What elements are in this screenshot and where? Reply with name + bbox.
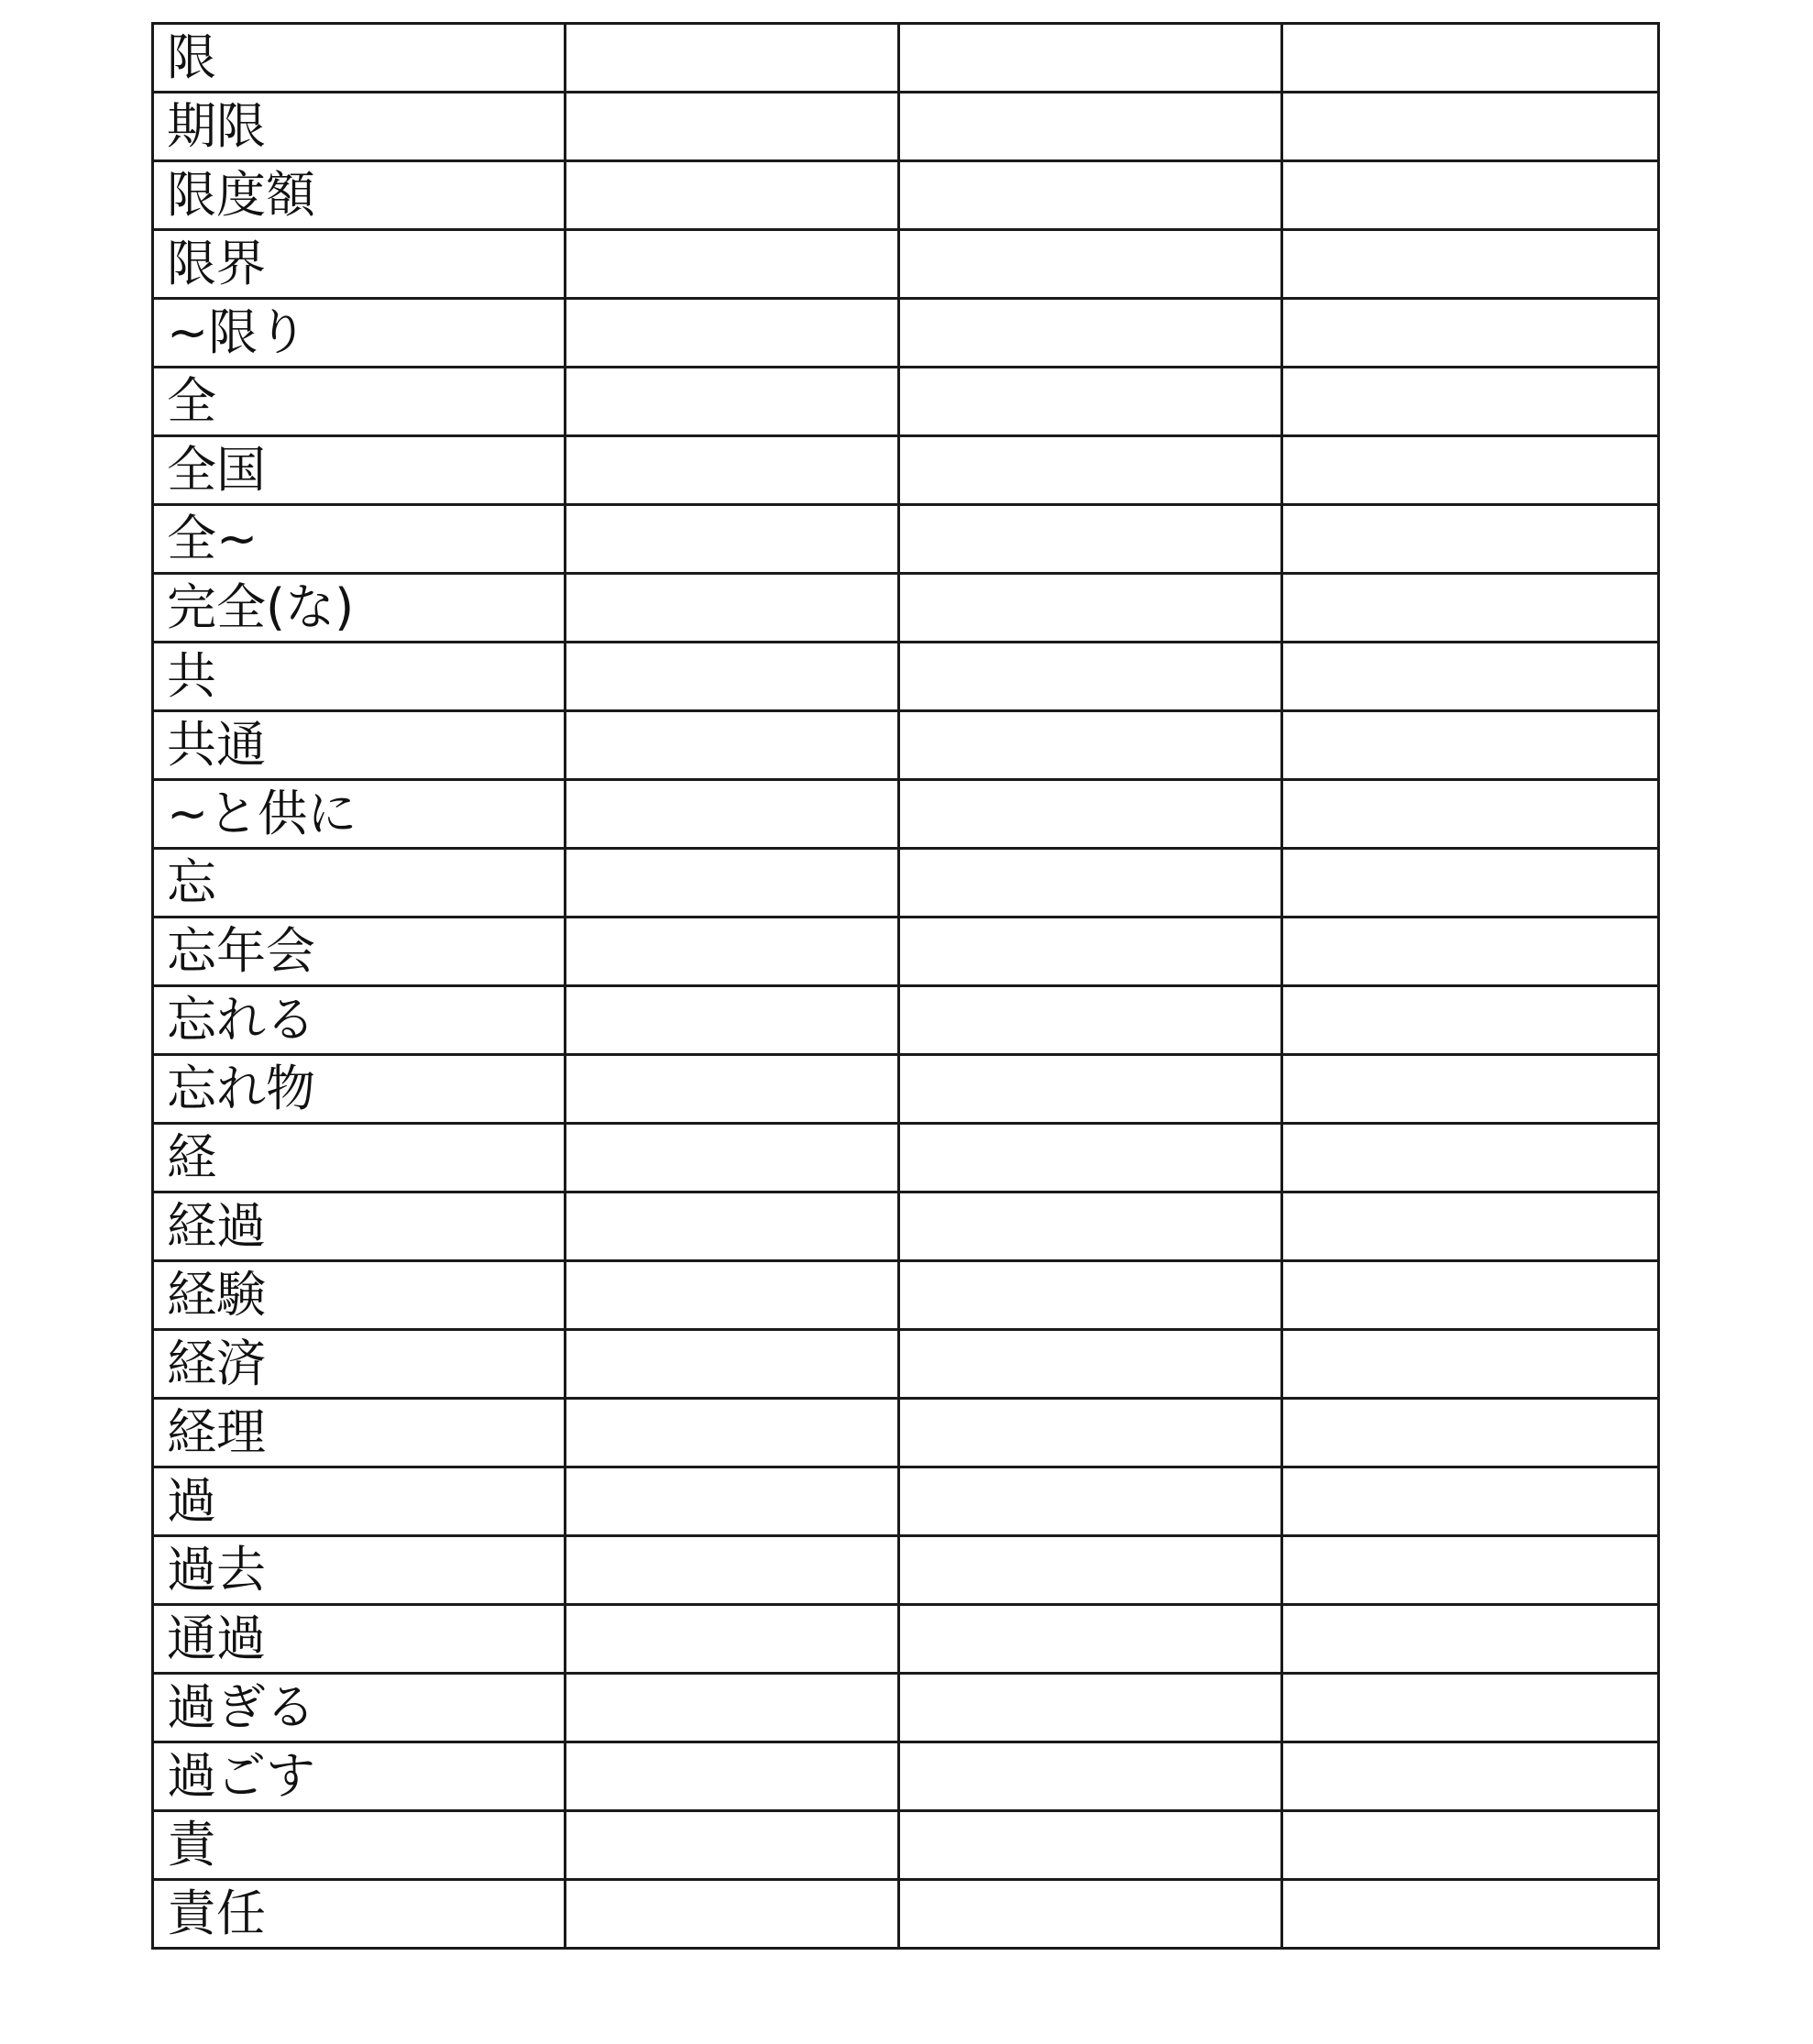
blank-answer-cell[interactable] (899, 1742, 1282, 1811)
blank-answer-cell[interactable] (1282, 1605, 1659, 1674)
table-row (153, 986, 1659, 1055)
table-row (153, 299, 1659, 368)
blank-answer-cell[interactable] (1282, 299, 1659, 368)
blank-answer-cell[interactable] (899, 1674, 1282, 1742)
blank-answer-cell[interactable] (899, 1330, 1282, 1399)
blank-answer-cell[interactable] (566, 1605, 899, 1674)
blank-answer-cell[interactable] (1282, 1055, 1659, 1124)
blank-answer-cell[interactable] (1282, 1261, 1659, 1330)
vocab-word-cell: 全 (153, 368, 566, 436)
blank-answer-cell[interactable] (566, 1330, 899, 1399)
blank-answer-cell[interactable] (899, 780, 1282, 849)
blank-answer-cell[interactable] (1282, 230, 1659, 299)
blank-answer-cell[interactable] (566, 1192, 899, 1261)
blank-answer-cell[interactable] (566, 780, 899, 849)
blank-answer-cell[interactable] (899, 918, 1282, 986)
table-row (153, 643, 1659, 711)
blank-answer-cell[interactable] (899, 986, 1282, 1055)
blank-answer-cell[interactable] (1282, 1742, 1659, 1811)
blank-answer-cell[interactable] (1282, 574, 1659, 643)
blank-answer-cell[interactable] (1282, 1330, 1659, 1399)
blank-answer-cell[interactable] (566, 1742, 899, 1811)
blank-answer-cell[interactable] (1282, 505, 1659, 574)
blank-answer-cell[interactable] (566, 24, 899, 93)
blank-answer-cell[interactable] (1282, 368, 1659, 436)
vocab-word-cell: 経過 (153, 1192, 566, 1261)
blank-answer-cell[interactable] (566, 1880, 899, 1949)
vocab-word-cell: 共 (153, 643, 566, 711)
vocab-word-cell: 責 (153, 1811, 566, 1880)
table-row (153, 24, 1659, 93)
blank-answer-cell[interactable] (899, 299, 1282, 368)
vocab-word-cell: 経済 (153, 1330, 566, 1399)
blank-answer-cell[interactable] (1282, 1811, 1659, 1880)
blank-answer-cell[interactable] (566, 1811, 899, 1880)
blank-answer-cell[interactable] (899, 161, 1282, 230)
table-row (153, 849, 1659, 918)
blank-answer-cell[interactable] (1282, 1536, 1659, 1605)
blank-answer-cell[interactable] (566, 161, 899, 230)
blank-answer-cell[interactable] (566, 436, 899, 505)
vocab-word-cell: 忘れる (153, 986, 566, 1055)
blank-answer-cell[interactable] (899, 1124, 1282, 1192)
blank-answer-cell[interactable] (1282, 711, 1659, 780)
table-row (153, 1124, 1659, 1192)
blank-answer-cell[interactable] (1282, 643, 1659, 711)
vocab-word-cell: 全~ (153, 505, 566, 574)
table-row (153, 574, 1659, 643)
blank-answer-cell[interactable] (1282, 780, 1659, 849)
blank-answer-cell[interactable] (1282, 24, 1659, 93)
vocab-word-cell: 通過 (153, 1605, 566, 1674)
table-row (153, 1536, 1659, 1605)
blank-answer-cell[interactable] (899, 1055, 1282, 1124)
vocab-word-cell: 経 (153, 1124, 566, 1192)
vocab-word-cell: 完全(な) (153, 574, 566, 643)
blank-answer-cell[interactable] (1282, 436, 1659, 505)
blank-answer-cell[interactable] (899, 1811, 1282, 1880)
vocab-word-cell: 限度額 (153, 161, 566, 230)
table-body (153, 24, 1659, 1949)
table-row (153, 368, 1659, 436)
table-row (153, 436, 1659, 505)
vocab-word-cell: 過去 (153, 1536, 566, 1605)
vocab-word-cell: 共通 (153, 711, 566, 780)
blank-answer-cell[interactable] (899, 93, 1282, 161)
vocab-word-cell: 過ぎる (153, 1674, 566, 1742)
blank-answer-cell[interactable] (1282, 986, 1659, 1055)
blank-answer-cell[interactable] (1282, 849, 1659, 918)
blank-answer-cell[interactable] (566, 1261, 899, 1330)
blank-answer-cell[interactable] (1282, 1399, 1659, 1467)
vocab-word-cell: 忘れ物 (153, 1055, 566, 1124)
blank-answer-cell[interactable] (566, 1055, 899, 1124)
blank-answer-cell[interactable] (899, 1536, 1282, 1605)
blank-answer-cell[interactable] (1282, 1467, 1659, 1536)
blank-answer-cell[interactable] (566, 299, 899, 368)
blank-answer-cell[interactable] (899, 1467, 1282, 1536)
blank-answer-cell[interactable] (566, 230, 899, 299)
blank-answer-cell[interactable] (899, 1880, 1282, 1949)
blank-answer-cell[interactable] (1282, 1124, 1659, 1192)
blank-answer-cell[interactable] (566, 93, 899, 161)
blank-answer-cell[interactable] (899, 1192, 1282, 1261)
blank-answer-cell[interactable] (1282, 161, 1659, 230)
table-row (153, 711, 1659, 780)
blank-answer-cell[interactable] (899, 711, 1282, 780)
table-row (153, 1467, 1659, 1536)
blank-answer-cell[interactable] (899, 1605, 1282, 1674)
table-row (153, 161, 1659, 230)
blank-answer-cell[interactable] (899, 368, 1282, 436)
blank-answer-cell[interactable] (899, 24, 1282, 93)
vocab-word-cell: 限界 (153, 230, 566, 299)
blank-answer-cell[interactable] (1282, 1674, 1659, 1742)
table-row (153, 505, 1659, 574)
blank-answer-cell[interactable] (1282, 918, 1659, 986)
blank-answer-cell[interactable] (566, 1467, 899, 1536)
blank-answer-cell[interactable] (566, 711, 899, 780)
vocab-word-cell: ~と供に (153, 780, 566, 849)
blank-answer-cell[interactable] (566, 643, 899, 711)
vocab-word-cell: 忘年会 (153, 918, 566, 986)
vocab-word-cell: 経験 (153, 1261, 566, 1330)
table-row (153, 1742, 1659, 1811)
vocab-word-cell: 過 (153, 1467, 566, 1536)
vocab-word-cell: 限 (153, 24, 566, 93)
vocabulary-practice-table (151, 22, 1660, 1950)
blank-answer-cell[interactable] (899, 849, 1282, 918)
table-row (153, 1880, 1659, 1949)
table-row (153, 918, 1659, 986)
vocab-word-cell: 忘 (153, 849, 566, 918)
table-row (153, 1192, 1659, 1261)
blank-answer-cell[interactable] (566, 986, 899, 1055)
blank-answer-cell[interactable] (566, 368, 899, 436)
blank-answer-cell[interactable] (1282, 1192, 1659, 1261)
blank-answer-cell[interactable] (566, 1674, 899, 1742)
blank-answer-cell[interactable] (1282, 93, 1659, 161)
blank-answer-cell[interactable] (899, 643, 1282, 711)
table-row (153, 780, 1659, 849)
blank-answer-cell[interactable] (899, 1399, 1282, 1467)
vocab-word-cell: 責任 (153, 1880, 566, 1949)
blank-answer-cell[interactable] (899, 1261, 1282, 1330)
vocab-word-cell: ~限り (153, 299, 566, 368)
vocab-word-cell: 期限 (153, 93, 566, 161)
vocab-word-cell: 全国 (153, 436, 566, 505)
blank-answer-cell[interactable] (1282, 1880, 1659, 1949)
table-row (153, 1605, 1659, 1674)
blank-answer-cell[interactable] (899, 574, 1282, 643)
table-row (153, 1261, 1659, 1330)
blank-answer-cell[interactable] (566, 1536, 899, 1605)
vocab-word-cell: 過ごす (153, 1742, 566, 1811)
blank-answer-cell[interactable] (566, 1124, 899, 1192)
vocab-word-cell: 経理 (153, 1399, 566, 1467)
table-row (153, 93, 1659, 161)
table-row (153, 1811, 1659, 1880)
blank-answer-cell[interactable] (899, 230, 1282, 299)
blank-answer-cell[interactable] (899, 436, 1282, 505)
table-row (153, 1330, 1659, 1399)
blank-answer-cell[interactable] (566, 849, 899, 918)
blank-answer-cell[interactable] (566, 1399, 899, 1467)
table-row (153, 230, 1659, 299)
table-row (153, 1399, 1659, 1467)
table-row (153, 1674, 1659, 1742)
blank-answer-cell[interactable] (566, 574, 899, 643)
blank-answer-cell[interactable] (566, 918, 899, 986)
table-row (153, 1055, 1659, 1124)
blank-answer-cell[interactable] (899, 505, 1282, 574)
blank-answer-cell[interactable] (566, 505, 899, 574)
